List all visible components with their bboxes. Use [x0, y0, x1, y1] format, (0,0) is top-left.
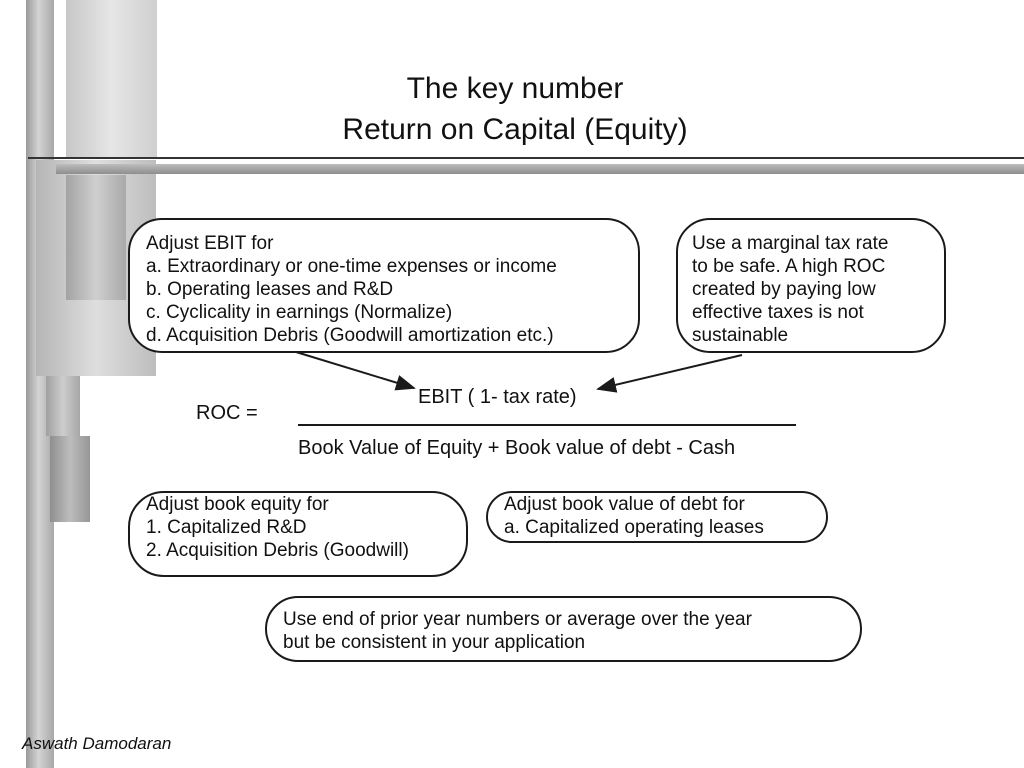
callout-line: Adjust EBIT for: [146, 233, 274, 254]
callout-line: 2. Acquisition Debris (Goodwill): [146, 540, 409, 561]
callout-line: Use a marginal tax rate: [692, 233, 889, 254]
callout-line: a. Extraordinary or one-time expenses or income: [146, 256, 557, 277]
callout-line: Use end of prior year numbers or average over the year: [283, 609, 752, 630]
timing-callout: [265, 596, 862, 662]
author-credit: Aswath Damodaran: [22, 734, 172, 753]
slide-subtitle: Return on Capital (Equity): [342, 113, 688, 146]
callout-line: but be consistent in your application: [283, 632, 586, 653]
slide-title: The key number: [406, 72, 624, 105]
equity-adjustment-callout: [128, 491, 468, 577]
callout-line: effective taxes is not: [692, 302, 864, 323]
callout-line: 1. Capitalized R&D: [146, 517, 307, 538]
formula-denominator: Book Value of Equity + Book value of debt - Cash: [298, 437, 736, 459]
formula-numerator: EBIT ( 1- tax rate): [418, 386, 577, 408]
callout-line: c. Cyclicality in earnings (Normalize): [146, 302, 453, 323]
callout-line: sustainable: [692, 325, 789, 346]
callout-line: to be safe. A high ROC: [692, 256, 886, 277]
callout-line: Adjust book value of debt for: [504, 494, 745, 515]
fraction-bar: [298, 424, 796, 426]
arrow-right: [598, 355, 742, 389]
callout-line: Adjust book equity for: [146, 494, 329, 515]
callout-line: d. Acquisition Debris (Goodwill amortization etc.): [146, 325, 554, 346]
arrow-left: [296, 352, 414, 388]
debt-adjustment-callout: [486, 491, 828, 543]
callout-line: a. Capitalized operating leases: [504, 517, 764, 538]
callout-line: b. Operating leases and R&D: [146, 279, 394, 300]
callout-line: created by paying low: [692, 279, 876, 300]
formula-label: ROC =: [196, 402, 258, 424]
